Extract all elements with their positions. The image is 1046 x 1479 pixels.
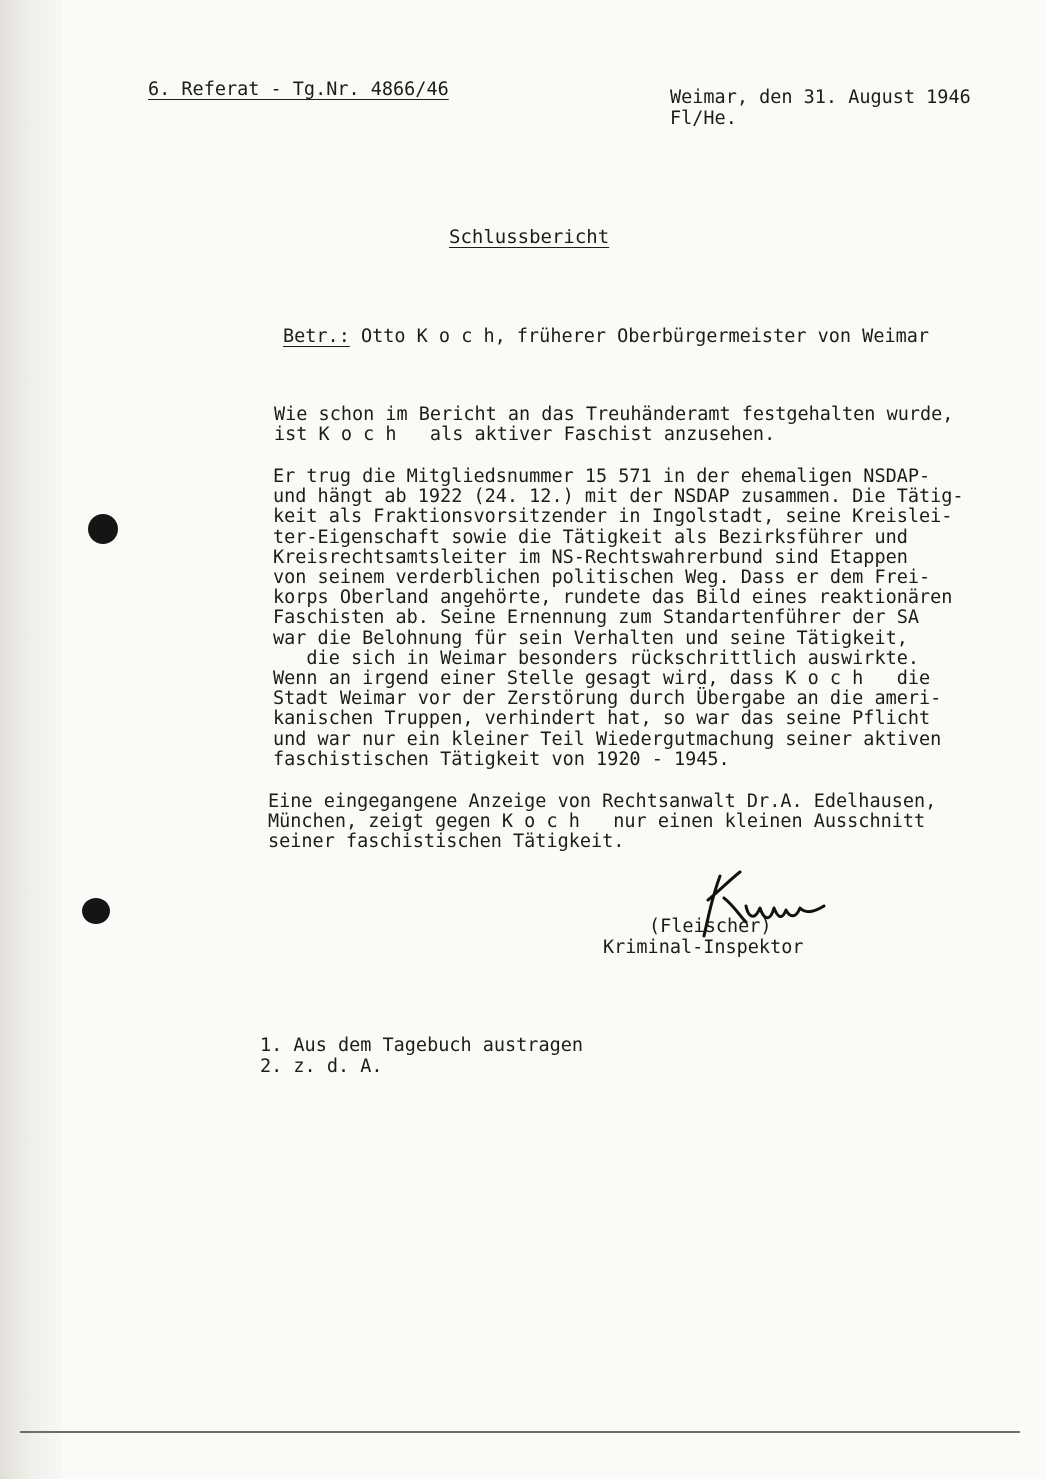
paragraph-3 — [268, 792, 936, 853]
reference-number: 6. Referat - Tg.Nr. 4866/46 — [148, 79, 449, 100]
paragraph-1 — [274, 405, 953, 445]
paragraph-line: seiner faschistischen Tätigkeit. — [268, 831, 625, 853]
paragraph-line: Faschisten ab. Seine Ernennung zum Standartenführer der SA — [273, 607, 920, 629]
paragraph-line: die sich in Weimar besonders rückschrittlich auswirkte. — [273, 647, 920, 669]
paragraph-line: keit als Fraktionsvorsitzender in Ingolstadt, seine Kreislei- — [273, 506, 953, 528]
subject-text: Otto K o c h, früherer Oberbürgermeister von Weimar — [360, 326, 930, 347]
paragraph-line: war die Belohnung für sein Verhalten und seine Tätigkeit, — [273, 627, 908, 649]
paragraph-line: faschistischen Tätigkeit von 1920 - 1945. — [273, 748, 730, 770]
paragraph-line: Er trug die Mitgliedsnummer 15 571 in der ehemaligen NSDAP- — [273, 466, 931, 487]
paragraph-line: Kreisrechtsamtsleiter im NS-Rechtswahrerbund sind Etappen — [273, 546, 908, 568]
document-title: Schlussbericht — [449, 226, 610, 248]
instruction-2: 2. z. d. A. — [260, 1056, 383, 1077]
bottom-edge-line — [20, 1431, 1020, 1433]
paragraph-line: Wie schon im Bericht an das Treuhänderamt festgehalten wurde, — [274, 404, 954, 425]
paragraph-2 — [273, 467, 964, 770]
subject-label: Betr.: — [283, 326, 350, 347]
paragraph-line: Eine eingegangene Anzeige von Rechtsanwalt Dr.A. Edelhausen, — [268, 791, 937, 812]
author-initials: Fl/He. — [670, 108, 737, 129]
instruction-1: 1. Aus dem Tagebuch austragen — [260, 1035, 584, 1056]
punch-hole-mark — [82, 898, 110, 924]
paragraph-line: ter-Eigenschaft sowie die Tätigkeit als Bezirksführer und — [273, 526, 908, 548]
paragraph-line: und war nur ein kleiner Teil Wiedergutmachung seiner aktiven — [273, 728, 942, 750]
subject-line — [283, 327, 929, 347]
paragraph-line: Wenn an irgend einer Stelle gesagt wird, dass K o c h die — [273, 668, 931, 690]
paragraph-line: korps Oberland angehörte, rundete das Bild eines reaktionären — [273, 587, 953, 609]
paragraph-line: ist K o c h als aktiver Faschist anzusehen. — [274, 424, 776, 446]
place-date: Weimar, den 31. August 1946 — [670, 87, 971, 108]
paragraph-line: und hängt ab 1922 (24. 12.) mit der NSDAP zusammen. Die Tätig- — [273, 486, 964, 508]
paragraph-line: von seinem verderblichen politischen Weg. Dass er dem Frei- — [273, 567, 931, 589]
paragraph-line: Stadt Weimar vor der Zerstörung durch Übergabe an die ameri- — [273, 688, 942, 710]
scan-edge-shadow — [0, 0, 62, 1479]
signatory-name: (Fleischer) — [649, 916, 772, 937]
paragraph-line: München, zeigt gegen K o c h nur einen kleinen Ausschnitt — [268, 811, 926, 833]
punch-hole-mark — [88, 514, 118, 544]
paragraph-line: kanischen Truppen, verhindert hat, so war das seine Pflicht — [273, 708, 931, 730]
signatory-title: Kriminal-Inspektor — [603, 937, 804, 958]
